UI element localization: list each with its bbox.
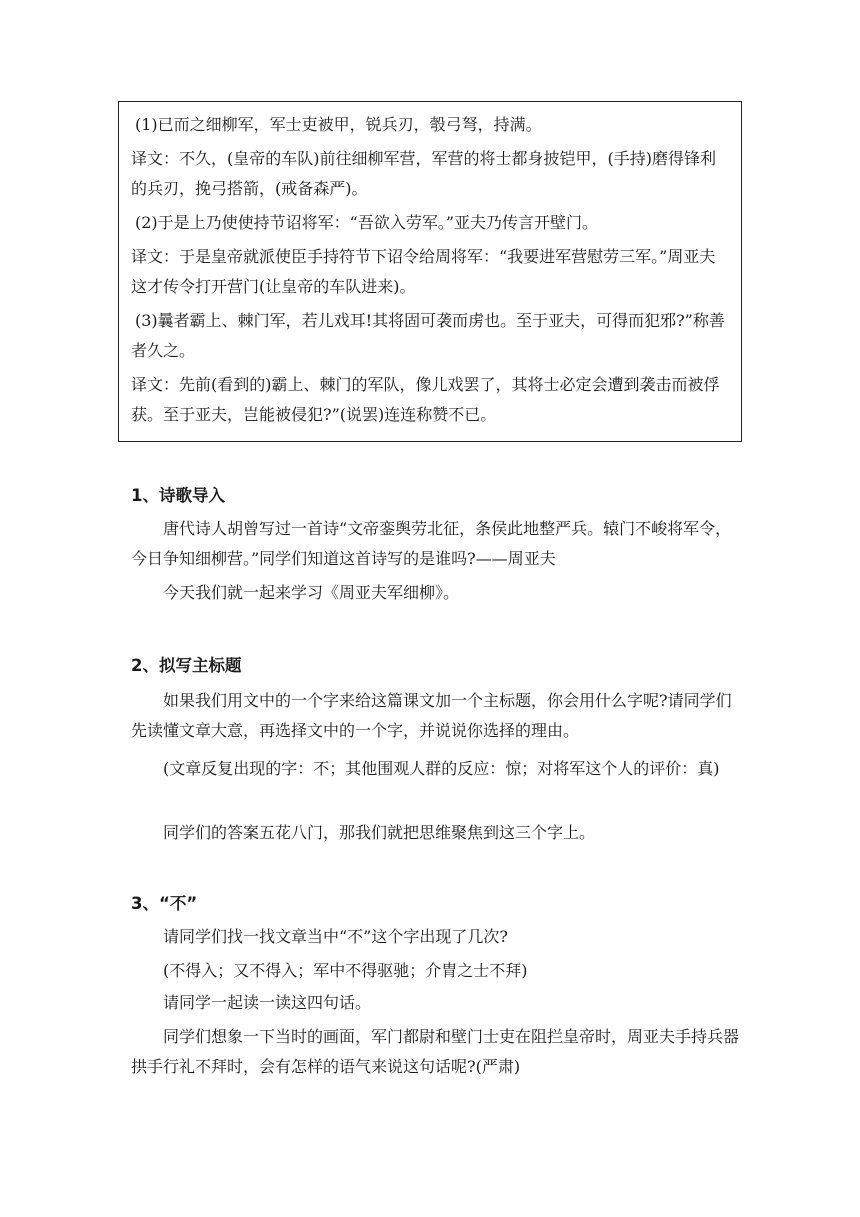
section-heading-2: 2、拟写主标题 bbox=[131, 656, 242, 675]
paragraph: 请同学一起读一读这四句话。 bbox=[163, 993, 372, 1012]
quote-1: (1)已而之细柳军，军士吏被甲，锐兵刃，彀弓弩，持满。 bbox=[135, 115, 542, 134]
section-heading-3: 3、“不” bbox=[131, 894, 198, 913]
translation-3: 译文：先前(看到的)霸上、棘门的军队，像儿戏罢了，其将士必定会遭到袭击而被俘获。至于亚夫，岂能被侵犯?”(说罢)连连称赞不已。 bbox=[131, 375, 720, 424]
paragraph: 同学们想象一下当时的画面，军门都尉和壁门士吏在阻拦皇帝时，周亚夫手持兵器拱手行礼不拜时，会有怎样的语气来说这句话呢?(严肃) bbox=[131, 1027, 740, 1076]
section-heading-1: 1、诗歌导入 bbox=[131, 486, 225, 505]
translation-box bbox=[118, 101, 742, 442]
paragraph: 今天我们就一起来学习《周亚夫军细柳》。 bbox=[163, 583, 460, 602]
paragraph: 如果我们用文中的一个字来给这篇课文加一个主标题，你会用什么字呢?请同学们先读懂文章大意，再选择文中的一个字，并说说你选择的理由。 bbox=[131, 691, 732, 740]
translation-2: 译文：于是皇帝就派使臣手持符节下诏令给周将军：“我要进军营慰劳三军。”周亚夫这才传令打开营门(让皇帝的车队进来)。 bbox=[131, 247, 716, 296]
translation-1: 译文：不久，(皇帝的车队)前往细柳军营，军营的将士都身披铠甲，(手持)磨得锋利的兵刃，挽弓搭箭，(戒备森严)。 bbox=[131, 149, 716, 198]
paragraph: (不得入；又不得入；军中不得驱驰；介胄之士不拜) bbox=[163, 961, 528, 980]
paragraph: 同学们的答案五花八门，那我们就把思维聚焦到这三个字上。 bbox=[163, 823, 596, 842]
paragraph: (文章反复出现的字：不；其他围观人群的反应：惊；对将军这个人的评价：真) bbox=[163, 759, 720, 778]
paragraph: 请同学们找一找文章当中“不”这个字出现了几次? bbox=[163, 927, 508, 946]
quote-2: (2)于是上乃使使持节诏将军：“吾欲入劳军。”亚夫乃传言开壁门。 bbox=[135, 213, 599, 232]
paragraph: 唐代诗人胡曾写过一首诗“文帝銮舆劳北征，条侯此地整严兵。辕门不峻将军令，今日争知细柳营。”同学们知道这首诗写的是谁吗?——周亚夫 bbox=[131, 519, 732, 568]
quote-3: (3)曩者霸上、棘门军，若儿戏耳!其将固可袭而虏也。至于亚夫，可得而犯邪?”称善者久之。 bbox=[131, 311, 725, 360]
